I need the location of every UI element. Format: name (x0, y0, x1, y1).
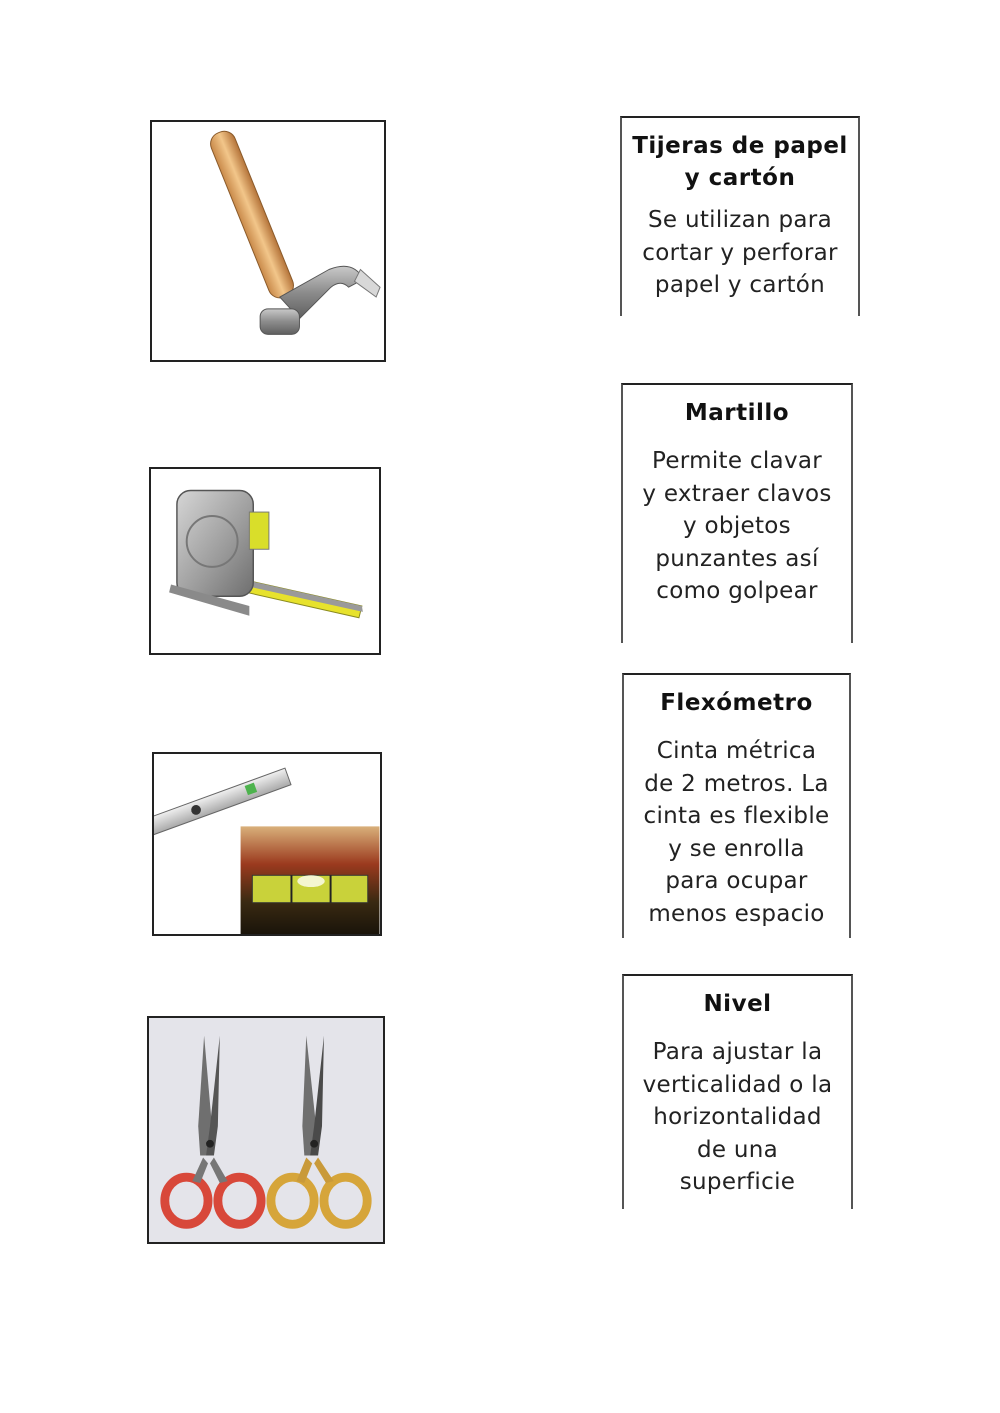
scissors-icon (149, 1018, 383, 1242)
card-description: Para ajustar la verticalidad o la horizontalidad de una superficie (642, 1039, 833, 1195)
card-nivel (622, 974, 853, 1209)
card-title: Martillo (684, 400, 790, 426)
card-tijeras (620, 116, 860, 316)
card-title: Flexómetro (660, 690, 813, 716)
hammer-icon (152, 122, 384, 360)
spirit-level-icon (154, 754, 380, 934)
card-title: Tijeras de papel y cartón (632, 133, 848, 191)
card-description: Permite clavar y extraer clavos y objetos punzantes así como golpear (642, 448, 832, 604)
tape-measure-image (149, 467, 381, 655)
spirit-level-image (152, 752, 382, 936)
card-martillo (621, 383, 853, 643)
scissors-image (147, 1016, 385, 1244)
tape-measure-icon (151, 469, 379, 653)
card-title: Nivel (703, 991, 772, 1017)
card-description: Cinta métrica de 2 metros. La cinta es flexible y se enrolla para ocupar menos espacio (643, 738, 830, 927)
card-description: Se utilizan para cortar y perforar papel y cartón (642, 207, 838, 298)
hammer-image (150, 120, 386, 362)
card-flexometro (622, 673, 851, 938)
